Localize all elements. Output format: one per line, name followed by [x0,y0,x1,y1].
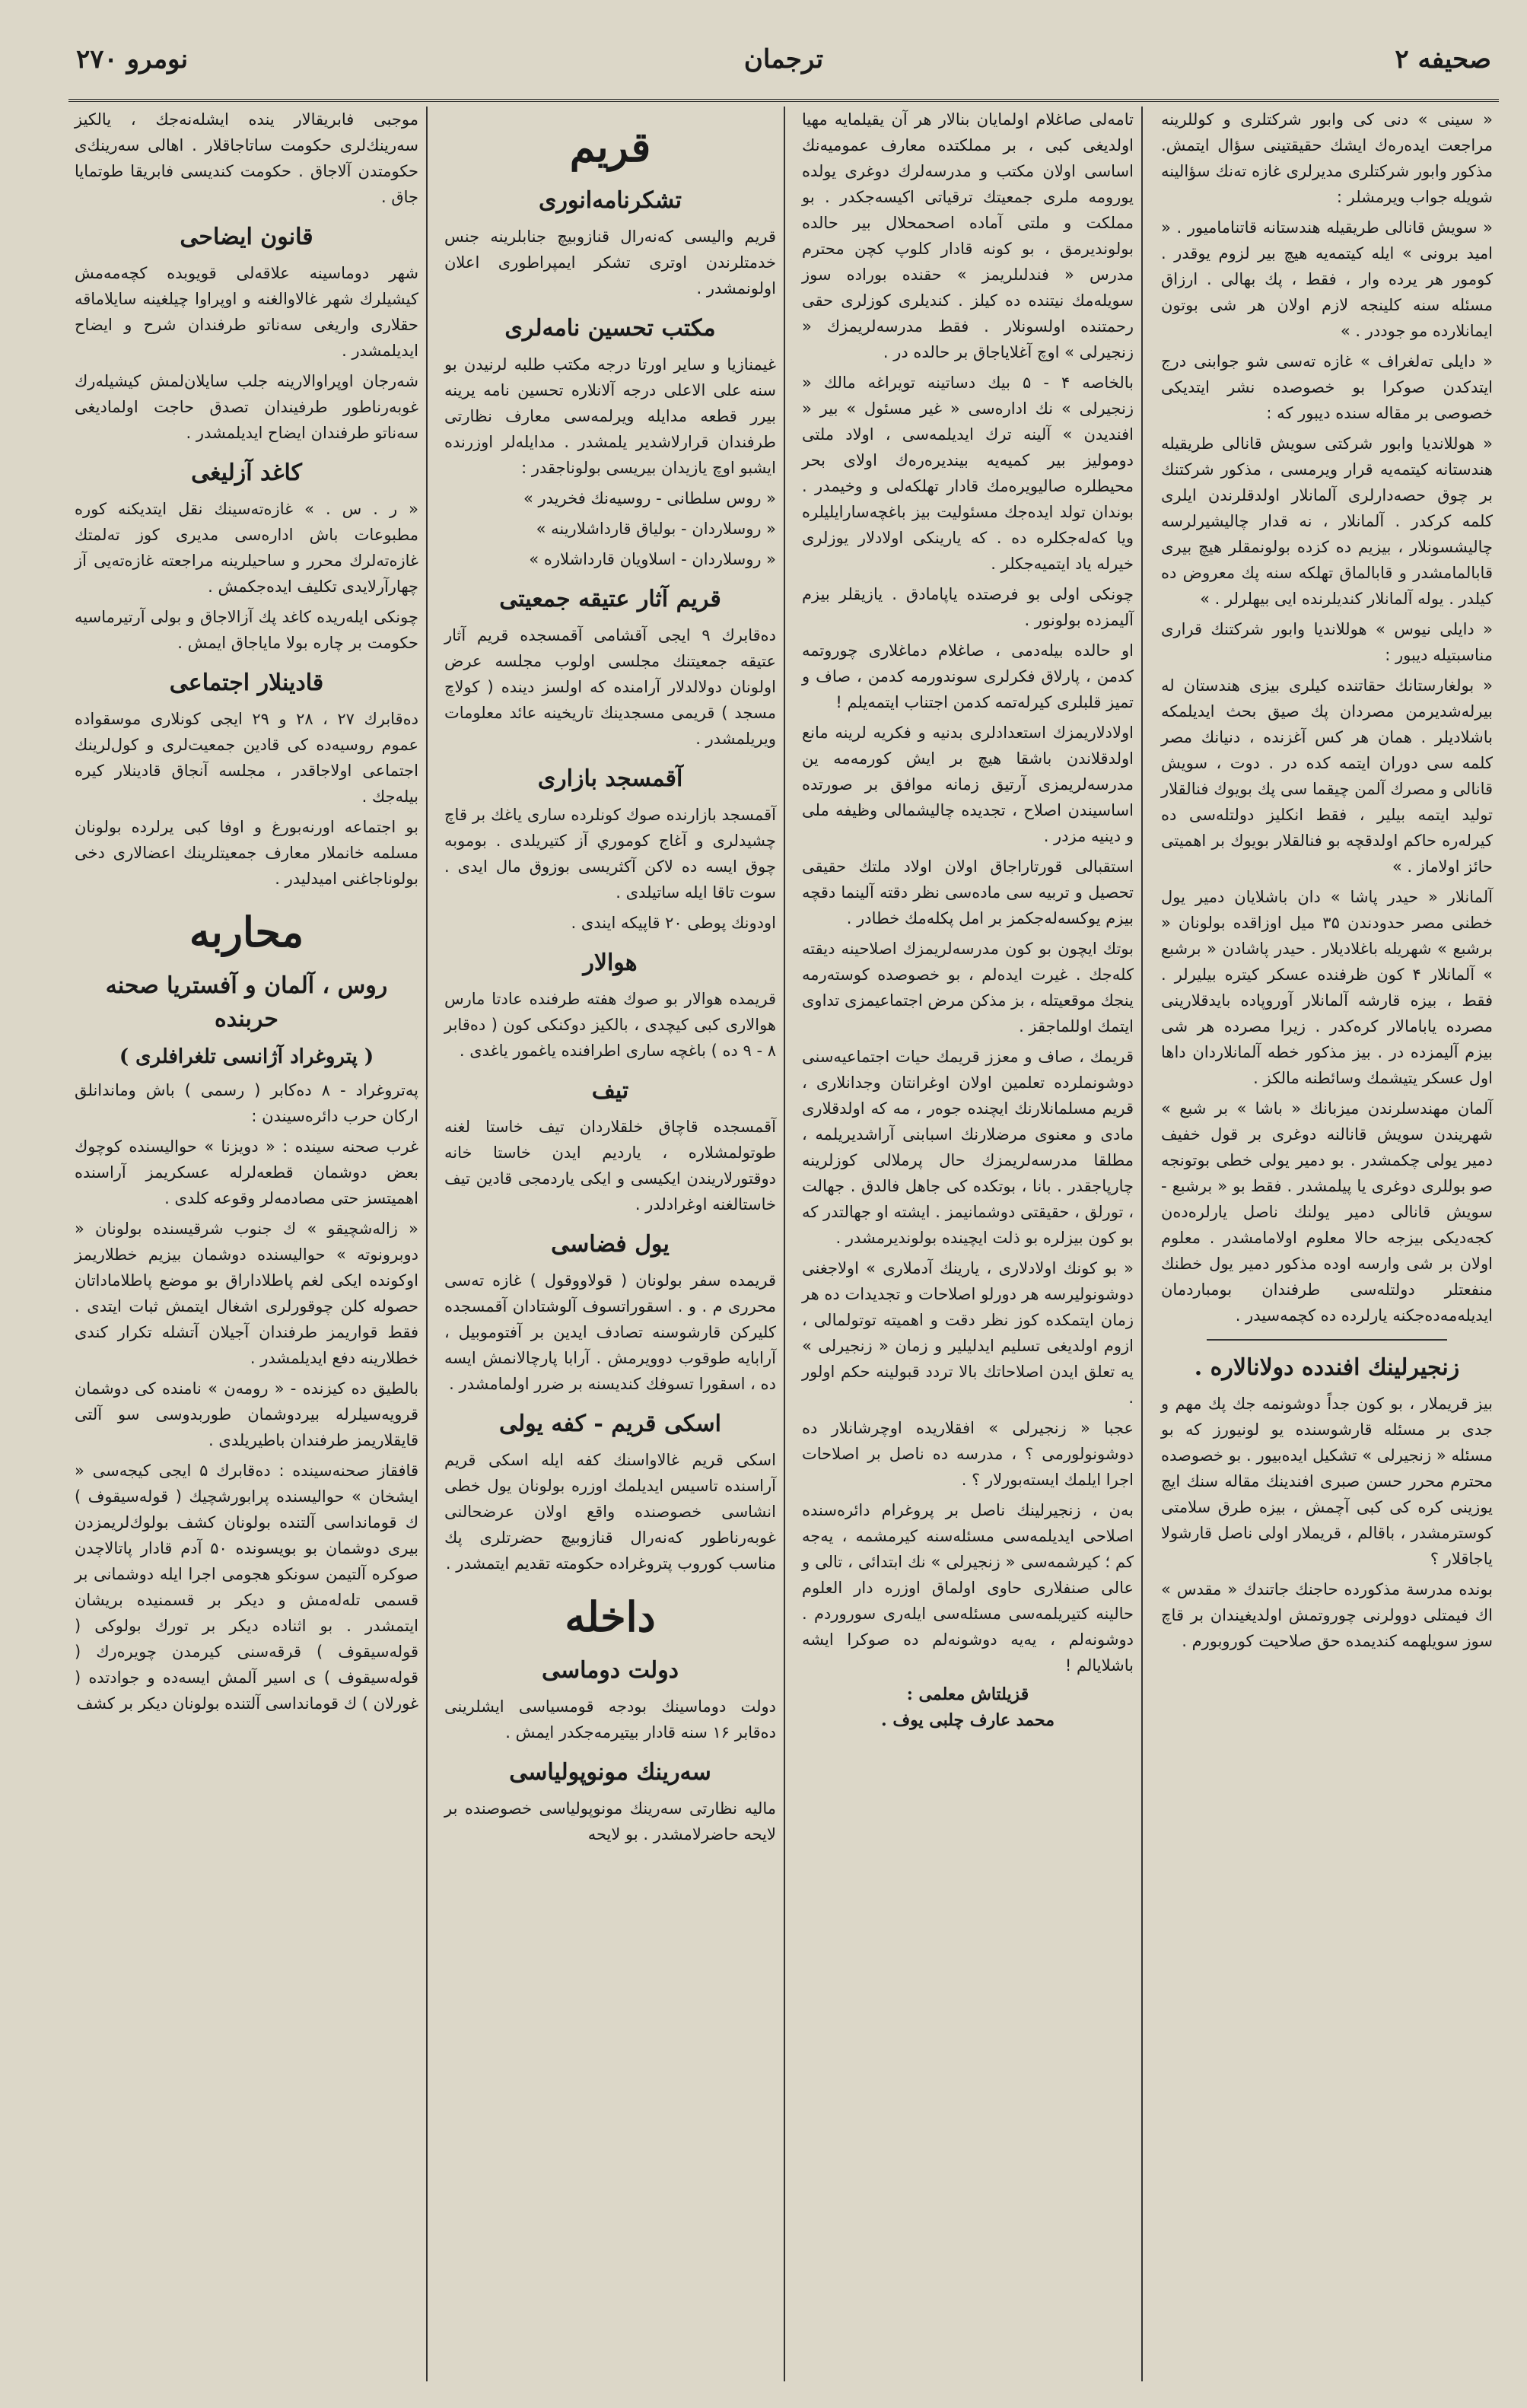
paragraph: « هوللانديا وابور شركتى سويش قانالى طريقيله هندستانه كيتمەيه قرار ويرمسى ، مذكور شركتنك بر چوق حصەدارلرى آلمانلار اولدقلرندن ايلرى كلمه كركدر . آلمانلار ، نه قدار چاليشيرلرسه چاليشسونلار ، بيزيم ده كزده بولونمقلر هيچ بيرى قابالمامشدر و قابالماق تهلكه سنه پك معروض ده كيلدر . يوله آلمانلار كنديلرنده ايى بيهلرلر . » [1161,434,1493,608]
paragraph: تامەلى صاغلام اولمايان بنالار هر آن يقيلمايه مهيا اولديغى كبى ، بر مملكتده معارف عموميەنك اساسى اولان مكتب و مدرسەلرك دوغرى يولدە يورومه ملرى جمعيتك ترقياتى اكيسەجكدر . بو مملكت و ملتى آماده اصحمحلال بير حالده بولونديرمق ، بو كونه قادار كلوپ كچن محترم مدرس « فندلىلريمز » حقنده بوراده سوز سويلەمك نيتنده ده كيلز . كنديلرى كوزلرى حقى رحمتنده اولسونلار . فقط مدرسەلريمزك « زنجيرلى » اوچ آغلاياجاق بر حالده در . [802,110,1134,361]
article-heading: سه‌رينك مونوپولياسى [509,1759,711,1786]
paragraph: « دايلى تەلغراف » غازه تەسى شو جوابنى درج ايتدكدن صوكرا بو خصوصده نشر ايتديكى خصوصى بر مقاله سنده ديبور كه : [1161,352,1493,422]
article-heading: قانون ايضاحى [180,224,313,250]
columns [68,107,1499,2381]
paragraph: « ر . س . » غازه‌ته‌سينك نقل ايتديكنه كوره مطبوعات باش ادارەسى مديرى كوز تەلمتك غازه‌ته‌لرك محرر و ساحيلرينه مراجعته غازه‌ته‌يى آز چهارآرلايدى تكليف ايده‌جكمش . [75,500,418,596]
paragraph: « روسلاردان - اسلاويان قارداشلاره » [529,550,776,568]
newspaper-title [68,44,1499,75]
paragraph: « روس سلطانى - روسيەنك فخريدر » [523,489,776,507]
section-heading-domestic: داخله [565,1592,656,1641]
article-heading: دولت دوماسى [541,1657,679,1684]
paragraph: « بولغارستانك حقاتنده كيلرى بيزى هندستان لە بيرلەشديرمن مصردان پك صيق بحث ايديلمكە باشلاديلر . همان هر كس آغزنده ، دنيانك مصر كلمه سى دوران ايتمه كده در . دوت ، سويش قانالى و مصرك آلمن چيقما سى پك بويوك فنالقلار توليد ايتمه بيلير ، فقط انكليز دولتلەسى ده كيرلەره حاكم اولدقچه بو فنالقلار بويوك بر اهميتى حائز اولاماز . » [1161,676,1493,876]
paragraph: آلمان مهندسلرندن ميزبانك « باشا » بر شبع » شهريندن سويش قانالنه دوغرى بر قول خفيف دمير يولى چكمشدر . بو دمير يولى خطى بوتونجه صو بوللرى دوغرى يا پيلمشدر . فقط بو « برشبع - سويش قانالى دمير يولنك ناصل يارلرەدەن كجەديكى بيزجه حالا معلوم اولامامشدر . معلوم اولان بر شى وارسه اوده مذكور دمير يول خطنك منفعتلر دولتلەسى طرفندان بومباردمان ايديلەمەدەجكنه يارلردە ده كچمەسيدر . [1161,1099,1493,1325]
paragraph: چونكى ايلەريده كاغد پك آزالاجاق و بولى آرتيرماسيه حكومت بر چاره بولا مايا‌جاق ايمش . [75,608,418,652]
article-heading: تيف [591,1077,629,1104]
paragraph: آقمسجده قاچاق خلقلاردان تيف خاستا لغنه طوتولمشلاره ، يارديم ايدن خاستا خانه دوقتورلاريندن ايكيسى و ايكى ياردمجى قادين تيف خاستالغنه اوغرادلدر . [444,1118,776,1214]
paragraph: او حالده بيلەدمى ، صاغلام دماغلارى چوروتمه كدمن ، پارلاق فكرلرى سوندورمه كدمن ، صاف و تميز قلبلرى كيرلەتمه كدمن اجتناب ايتمەيلم ! [802,641,1134,711]
paragraph: قافقاز صحنه‌سينده : ده‌قابرك ۵ ايجى كيجه‌سى « ايشخان » حواليسنده پرابورشچيك ( قولەسيقوف ) ك قومانداسى آلتنده بولونان كشف بولوك‌لريمزدن بيرى دوشمان بو بويسونده ۵۰ آدم قادار پاتالاچدن صوكره آلتيمن سونكو هجومى اجرا ايله دوشمانى بر قسمى تله‌له‌مش و ديكر بر قسمنيده بريشان ايتمشدر . بو اثناده ديكر بر تورك بولوكى ( قوله‌سيقوف ) قرقه‌سنى كيرمدن چويره‌رك ( قوله‌سيقوف ) ى اسير آلمش ايسه‌ده و جوادتده ( غورلان ) ك قومانداسى آلتنده بولونان ديكر بر كشف [75,1462,418,1713]
paragraph: قريم واليسى كه‌نه‌رال قنازوبيچ جنابلرينه جنس خدمتلرندن اوترى تشكر ايمپراطورى اعلان اولونمشدر . [444,227,776,297]
section-heading-crimea: قريم [569,122,651,171]
signer-title: قزيلتاش معلمى : [906,1684,1029,1704]
article-heading: آقمسجد بازارى [537,765,683,792]
signer-name: محمد عارف چلبى يوف . [881,1710,1055,1730]
article-heading: هوالار [583,950,638,976]
paragraph: بو اجتماعه اورنه‌بورغ و اوفا كبى يرلرده بولونان مسلمه خانملار معارف جمعيتلرينك اعضالارى دخى بولوناجاغنى اميدليدر . [75,818,418,888]
paragraph: « سويش قانالى طريقيله هندستانه قاتناماميور . « اميد برونى » ايله كيتمەيه هيچ بير لزوم يوقدر . كومور هر يرده وار ، فقط ، پك بهالى . ارزاق مسئله سنه كلينجه لازم اولان هر شى بوتون ايمانلارده مو جوددر . » [1161,218,1493,340]
column-rule [426,107,428,2381]
paragraph: آقمسجد بازارنده صوك كونلرده سارى ياغك بر قاچ چشيدلرى و آغاج كوموري آز كتيريلدى . بوموبه چوق ايسه ده لاكن آكثريسى بوزوق مال ايدى . سوت تاقا ايله ساتيلدى . [444,806,776,902]
paragraph: موجبى فابريقالار ينده ايشلەنه‌جك ، يالكيز سه‌رينك‌لرى حكومت ساتاجاقلار . اهالى سه‌رينك‌ى حكومتدن آلاجاق . حكومت كنديسى فابريقا طوتمايا جاق . [75,110,418,206]
page-number: صحيفه ۲ [1395,44,1491,75]
paragraph: « روسلاردان - بولياق قارداشلارينه » [536,520,776,538]
column-4 [68,107,425,2381]
divider [1207,1339,1447,1341]
article-heading: اسكى قريم - كفه يولى [498,1411,722,1437]
article-heading: روس ، آلمان و آفستريا صحنه حربنده [105,972,388,1032]
paragraph: « سينى » دنى كى وابور شركتلرى و كوللرينه مراجعت ايدەرەك ايشك حقيقتينى سؤال ايتمش. مذكور وابور شركتلرى مديرلرى غازه تەنك سؤالينه شويله جواب ويرمشلر : [1161,110,1493,206]
newspaper-title-text: ترجمان [743,44,824,75]
paragraph: « دايلى نيوس » هوللانديا وابور شركتنك قرارى مناسبتيله ديبور : [1161,620,1493,664]
article-heading: زنجيرلينك افندده دولانالاره . [1194,1354,1460,1381]
column-rule [784,107,785,2381]
column-rule [1141,107,1143,2381]
article-heading: يول فضاسى [551,1231,670,1258]
paragraph: غرب صحنه سينده : « دويزنا » حواليسنده كوچوك بعض دوشمان قطعه‌لرله عسكريمز آراسنده اهميتسز حتى مصادمه‌لر وقوعه كلدى . [75,1137,418,1207]
article-heading: قادينلار اجتماعى [169,670,324,696]
paragraph: اولادلاريمزك استعدادلرى بدنيه و فكريه لرينه مانع اولدقلاندن باشقا هيچ بر ايش كورمەمه ين مدرسەلريمزى آرتيق زمانه موافق بر صورتده اساسيندن اصلاح ، تجديده چاليشمالى وظيفه ملى و دينيه مزدر . [802,724,1134,845]
paragraph: قريمده هوالار بو صوك هفته طرفنده عادتا مارس هوالارى كبى كيچدى ، بالكيز دوكنكى كون ( دەقابر ۸ - ۹ ده ) باغچه سارى اطرافنده ياغمور ياغدى . [444,990,776,1060]
paragraph: شه‌رجان اوپراوالارينه جلب سايلان‌لمش كيشيله‌رك غوبه‌رناطور طرفيندان تصدق حاجت اولماديغى سه‌ناتو طرفندان ايضاح ايديلمشدر . [75,372,418,442]
paragraph: بالطيق ده كيزنده - « رومه‌ن » نامنده كى دوشمان قرويه‌سيلرله بيردوشمان طوربدوسى سو آلتى قايقلاريمز طرفندان باطيريلدى . [75,1379,418,1449]
issue-number: نومرو ۲۷۰ [76,44,189,75]
article-heading: قريم آثار عتيقه جمعيتى [499,586,721,612]
paragraph: بونده مدرسة مذكورده حاجنك جاتندك « مقدس » اك فيمتلى دوولرنى چوروتمش اولديغيندان بر قاچ سوز سويلهمه كنديمده حق صلاحيت كوروبورم . [1161,1580,1493,1650]
masthead [68,30,1499,102]
column-1 [1155,107,1499,2381]
paragraph: بەن ، زنجيرلينك ناصل بر پروغرام دائرەسنده اصلاحى ايديلمەسى مسئلەسنه كيرمشمه ، يەجه كم ؛ كيرشمەسى « زنجيرلى » نك ابتدائى ، تالى و عالى صنفلارى حاوى اولماق اوزره دار العلوم حالينه كتيريلمەسى مسئلەسى ايلەرى سوروردم . دوشونەلم ، يەيە دوشونەلم ده صوكرا ايشه باشلايالم ! [802,1501,1134,1675]
paragraph: پەتروغراد - ۸ دەكابر ( رسمى ) باش وماندانلق اركان حرب دائرەسيندن : [75,1081,418,1125]
section-heading-war: محاربه [189,908,304,956]
column-2 [796,107,1140,2381]
article-subheading: ( پتروغراد آژانسى تلغرافلرى ) [119,1045,374,1068]
paragraph: دەقابرك ۹ ايجى آقشامى آقمسجده قريم آثار عتيقه جمعيتنك مجلسى اولوب مجلسه عرض اولونان دولالدلار آرامنده كه اولسز دينده ( كولاچ مسجد ) قريمى مسجدينك تاريخينه عائد معلومات ويريلمشدر . [444,626,776,748]
paragraph: بوتك ايچون بو كون مدرسەلريمزك اصلاحينه ديقته كلەجك . غيرت ايدەلم ، بو خصوصده كوستەرمه ينجك موقعيتله ، بز مذكن مرض اجتماعيمزى تداوى ايتمك اوللماجقز . [801,940,1134,1035]
paragraph: ده‌قابرك ۲۷ ، ۲۸ و ۲۹ ايجى كونلارى موسقواده عموم روسيه‌ده كى قادين جمعيت‌لرى و كول‌لرينك اجتماعى اولاجاقدر ، مجلسه آنجاق قادينلار كيره بيله‌جك . [75,710,418,806]
paragraph: چونكى اولى بو فرصتده ياپامادق . يازيقلر بيزم آليمزده بولونور . [802,585,1134,629]
article-heading: كاغد آزليغى [191,460,302,486]
paragraph: استقبالى قورتاراجاق اولان اولاد ملتك حقيقى تحصيل و تربيه سى مادەسى نظر دقته آلينما دقچه بيزم يوكسەلەجكمز بر امل پكلەمك خطادر . [802,857,1134,927]
paragraph: قريمك ، صاف و معزز قريمك حيات اجتماعيەسنى دوشونملرده تعلمين اولان اوغرانتان وجدانلارى ، قريم مسلمانلارنك ايچنده جوەر ، مه كه اولدقلارى مادى و معنوى مرضلارنك اسبابنى آراشديريلمه ، مطلقا مدرسەلريمزك حال پرملالى كوزلرينه چارپاجقدر . بانا ، بوتكده كى جاهل فالدق . جهالت ، تورلق ، حقيقتى دوشمانيمز . ايشته او جهالتدر كه بو كون بيزلره بو ذلت ايچينده بولونديرمشدر . [802,1048,1134,1247]
paragraph: ماليه نظارتى سه‌رينك مونوپولياسى خصوصنده بر لايحه حاضرلامشدر . بو لايحه [444,1799,776,1843]
paragraph: قريمده سفر بولونان ( قولاووقول ) غازه تەسى محررى م . و . اسقوراتسوف آلوشتادان آقمسجده كليركن قارشوسنه تصادف ايدين بر آفتوموبيل ، آرابايه طوقوب دوويرمش . آرابا پارچالانمش ايسه ده ، اسقورا تسوفك كنديسنه بر ضرر اولمامشدر . [444,1271,776,1393]
paragraph: دولت دوماسينك بودجه قومسياسى ايشلرينى دەقابر ۱۶ سنه قادار بيتيرمەجكدر ايمش . [444,1697,776,1742]
paragraph: بيز قريملار ، بو كون جداً دوشونمه جك پك مهم و جدى بر مسئله قارشوسنده يو لونيورز كه بو مسئله « زنجيرلى » تشكيل ايدەبيور . بو خصوصده محترم محرر حسن صبرى افندينك مقالە سنك ايچ يوزينى كره كى كبى آچمش ، بيزه طرق سلامتى كوسترمشدر ، باقالم ، قريملار اولى ناصل قارشولا ياجاقلار ؟ [1161,1395,1493,1568]
paragraph: آلمانلار « حيدر پاشا » دان باشلايان دمير يول خطنى مصر حدودندن ۳۵ ميل اوزاقده بولونان « برشبع » شهريله باغلاديلار . حيدر پاشادن « برشبع » آلمانلار ۴ كون ظرفنده عسكر كيتره بيليرلر . فقط ، بيزه قارشه آلمانلار آوروپاده بايدقلارينى مصرده يابامالار كرەكدر . زيرا مصرده هر شى بيزم آليمزده در . بيز مذكور خطه آلمانلاردان داها اول عسكر يتيشمك وسائطنه مالكز . [1161,888,1493,1087]
paragraph: اودونك پوطى ۲۰ قاپيكه ايندى . [571,914,776,932]
article-heading: مكتب تحسين نامه‌لرى [504,315,716,342]
column-3 [438,107,782,2381]
article-heading: تشكرنامه‌انورى [538,187,682,214]
paragraph: « زاله‌شچيقو » ك جنوب شرقيسنده بولونان « دوبرونوته » حواليسنده دوشمان بيزيم خطلاريمز اوكونده ايكى لغم پاطلاداراق بو موضع پاطلاماداتان حصوله كلن چوقورلرى اشغال ايتمش ثبات ايتدى . فقط قواريمز طرفندان آجيلان آتشله تكرار كندى خطلارينه دفع ايديلمشدر . [75,1220,418,1367]
paragraph: غيمنازيا و ساير اورتا درجه مكتب طلبه لرنيدن بو سنه على الاعلى درجه آلانلاره تحسين نامه يرينه بيرر قطعه مدايله ويرلمه‌سى معارف نظارتى طرفندان قرارلاشدير يلمشدر . مدايله‌لر اوزرنده ايشبو اوچ يازيدان بيريسى بولوناجقدر : [444,355,776,477]
paragraph: بالخاصه ۴ - ۵ بيك دساتينه تويراغه مالك « زنجيرلى » نك ادارەسى « غير مسئول » بير « افنديدن » آلينه ترك ايديلمەسى ، اولاد ملتى دوموليز بير كميەيه بينديرەرەك اولاى بحر محيطلره صاليويرەمك قادار تهلكەلى و وخيمدر . بوندان تولد ايدەجك مسئوليت بيز باغچەسارايليلره ويا كەلەجكلره ده . كه يارينكى اولادلار يوزلرى خيرله ياد ايتميەجكلر . [802,374,1134,573]
paragraph: اسكى قريم غالاواسنك كفه ايله اسكى قريم آراسنده تاسيس ايديلمك اوزره بولونان يول خطى انشاسى خصوصنده واقع اولان عرضحالنى غوبەرناطور كه‌نه‌رال قنازوبيچ حضرتلرى پك مناسب كوروب پتروغراده حكومته تقديم ايتمشدر . [444,1451,776,1573]
paragraph: شهر دوماسينه علاقه‌لى قويوبده كچەمه‌مش كيشيلرك شهر غالاوا‌لغنه و اوپراوا چيلغينه سايلاماقه حقلارى واريغى سه‌ناتو طرفندان شرح و ايضاح ايديلمشدر . [75,264,418,360]
paragraph: عجبا « زنجيرلى » افقلاريده اوچرشانلار ده دوشونولورمى ؟ ، مدرسه ده ناصل بر اصلاحات اجرا ايلمك ايستەبورلار ؟ . [802,1419,1134,1489]
paragraph: « بو كونك اولادلارى ، يارينك آدملارى » اولاجغنى دوشونوليرسه هر دورلو اصلاحات و تجديدات ده هر زمان ايتمكده كوز نظر دقت و اهميته توتولمالى ، ازوم اولديغى تسليم ايدليلير و زمان « زنجيرلى » يه تعلق ايدن اصلاحاتك بالا تردد قبولينه حكم اولور . [802,1259,1134,1407]
